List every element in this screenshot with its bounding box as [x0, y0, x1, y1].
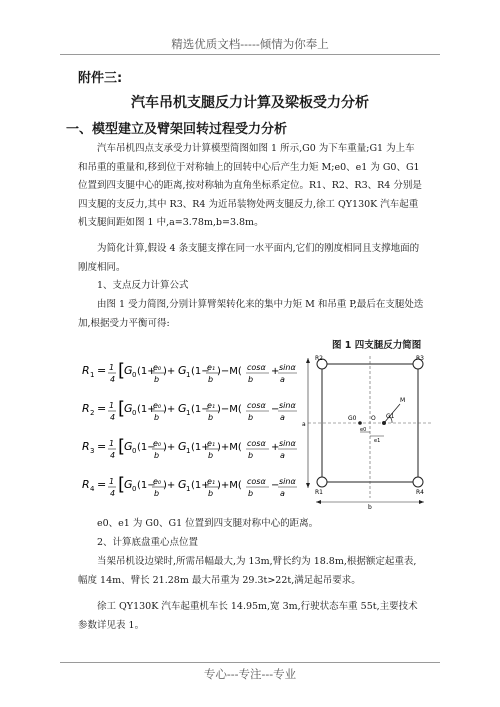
formula-cos-frac-den: b [248, 489, 254, 498]
formula-g0: G [124, 364, 133, 377]
paragraph-method: 由图 1 受力简图,分别计算臂架转化来的集中力矩 M 和吊重 P,最后在支腿处迭加,根据受力平衡可得: [78, 299, 424, 329]
formula-sin-frac-num: sinα [279, 401, 296, 410]
formula-g0-sub: 0 [132, 409, 137, 417]
formula-sin-frac-den: a [280, 489, 285, 498]
formula-e0-frac-den: b [154, 413, 160, 422]
formula-e1-frac-den: b [208, 413, 214, 422]
formula-e0-frac-num: e₀ [153, 363, 162, 372]
formula-bracket-open: [ [118, 360, 126, 381]
formula-lhs: R [82, 440, 90, 453]
formula-term2-open: (1− [191, 404, 210, 415]
formula-e0-frac-num: e₀ [153, 477, 162, 486]
paragraph-subheading-1: 1、支点反力计算公式 [97, 280, 189, 291]
formula-quarter-den: 4 [110, 451, 116, 460]
formula-g0: G [124, 478, 133, 491]
outrigger-r1 [317, 477, 327, 487]
formula-g1: G [178, 478, 187, 491]
formula-moment: )−M( [217, 366, 242, 377]
formula-sin-frac-num: sinα [279, 477, 296, 486]
formula-e1-frac-num: e₁ [207, 439, 216, 448]
label-e1: e1 [374, 438, 381, 444]
formula-e1-frac-den: b [208, 489, 214, 498]
formula-lhs-sub: 2 [90, 409, 95, 417]
formula-sin-frac-den: a [280, 451, 285, 460]
outrigger-r4 [413, 477, 423, 487]
formula-moment: )+M( [217, 480, 242, 491]
formula-sin-frac-num: sinα [279, 439, 296, 448]
paragraph-subheading-2: 2、计算底盘重心点位置 [97, 537, 199, 548]
paragraph-model: 汽车吊机四点支承受力计算模型简图如图 1 所示,G0 为下车重量;G1 为上车和吊重的重量和,移到位于对称轴上的回转中心后产生力矩 M;e0、e1 为 G0、G1 位置到四支腿中心的距离,按对称轴为直角坐标系定位。R1、R2、R3、R4 分别是四支腿的支反力,其中 R3、R4 为近吊装物处两支腿反力,徐工 QY130K 汽车起重机支腿间距如图 1 中,a=3.78m,b=3.8m。 [78, 143, 422, 229]
formula-term1-open: (1− [137, 442, 156, 453]
formula-sin-frac-den: a [280, 375, 285, 384]
formula-g1: G [178, 440, 187, 453]
formula-block [82, 352, 297, 512]
formula-e0-frac-den: b [154, 375, 160, 384]
formula-lhs: R [82, 364, 90, 377]
formula-lhs: R [82, 402, 90, 415]
formula-equals: = [97, 478, 107, 491]
paragraph-e-definition: e0、e1 为 G0、G1 位置到四支腿对称中心的距离。 [97, 518, 319, 529]
formula-equals: = [97, 402, 107, 415]
formula-e1-frac-num: e₁ [207, 401, 216, 410]
label-b: b [368, 504, 372, 510]
label-r4: R4 [416, 489, 424, 496]
formula-lhs: R [82, 478, 90, 491]
formula-quarter-num: 1 [109, 401, 115, 410]
formula-cos-frac-num: cosα [247, 439, 266, 448]
formula-g0-sub: 0 [132, 447, 137, 455]
label-g0: G0 [348, 415, 357, 422]
formula-g1-sub: 1 [186, 447, 191, 455]
formula-cos-frac-num: cosα [247, 477, 266, 486]
formula-sign: + [271, 442, 280, 453]
g0-point [358, 421, 362, 425]
footer-divider [60, 662, 440, 663]
label-moment: M [400, 397, 406, 404]
formula-e1-frac-num: e₁ [207, 477, 216, 486]
formula-term1-open: (1− [137, 480, 156, 491]
label-r1: R1 [315, 489, 323, 496]
formula-sin-frac-num: sinα [279, 363, 296, 372]
formula-e0-frac-den: b [154, 451, 160, 460]
document-title: 汽车吊机支腿反力计算及梁板受力分析 [131, 95, 369, 111]
attachment-label: 附件三: [78, 71, 123, 86]
formula-g1-sub: 1 [186, 409, 191, 417]
header-divider [60, 54, 440, 55]
formula-e0-frac-num: e₀ [153, 439, 162, 448]
formula-equals: = [97, 440, 107, 453]
formula-g0-sub: 0 [132, 485, 137, 493]
formula-term1-close: )+ [163, 480, 176, 491]
formula-quarter-den: 4 [110, 489, 116, 498]
formula-moment: )−M( [217, 404, 242, 415]
formula-term1-close: )+ [163, 366, 176, 377]
section-heading-1: 一、模型建立及臂架回转过程受力分析 [66, 122, 288, 137]
formula-term1-open: (1+ [137, 404, 156, 415]
paragraph-assumption: 为简化计算,假设 4 条支腿支撑在同一水平面内,它们的刚度相同且支撑地面的刚度相同。 [78, 243, 420, 273]
formula-cos-frac-den: b [248, 413, 254, 422]
figure-caption: 图 1 四支腿反力简图 [332, 340, 422, 351]
paragraph-crane-specs: 徐工 QY130K 汽车起重机车长 14.95m,宽 3m,行驶状态车重 55t,主要技术参数详见表 1。 [78, 601, 418, 631]
formula-quarter-num: 1 [109, 477, 115, 486]
formula-term1-close: )+ [163, 404, 176, 415]
formula-sign: + [271, 366, 280, 377]
formula-g1: G [178, 364, 187, 377]
formula-term2-open: (1+ [191, 480, 210, 491]
outrigger-diagram [300, 352, 440, 510]
formula-bracket-open: [ [118, 398, 126, 419]
formula-sign: − [271, 480, 280, 491]
formula-lhs-sub: 1 [90, 371, 95, 379]
formula-term1-close: )+ [163, 442, 176, 453]
page-footer: 专心---专注---专业 [203, 667, 297, 681]
formula-quarter-den: 4 [110, 413, 116, 422]
formula-cos-frac-den: b [248, 451, 254, 460]
formula-e1-frac-den: b [208, 451, 214, 460]
formula-sin-frac-den: a [280, 413, 285, 422]
formula-lhs-sub: 4 [90, 485, 95, 493]
formula-equals: = [97, 364, 107, 377]
formula-bracket-open: [ [118, 436, 126, 457]
label-r2: R2 [315, 355, 323, 362]
formula-g0: G [124, 402, 133, 415]
label-origin: O [371, 415, 376, 422]
label-g1: G1 [386, 413, 395, 420]
formula-bracket-open: [ [118, 474, 126, 495]
formula-quarter-num: 1 [109, 363, 115, 372]
label-e0: e0 [360, 427, 367, 433]
formula-term1-open: (1+ [137, 366, 156, 377]
formula-e0-frac-num: e₀ [153, 401, 162, 410]
formula-moment: )+M( [217, 442, 242, 453]
formula-g0: G [124, 440, 133, 453]
formula-g1-sub: 1 [186, 485, 191, 493]
formula-quarter-den: 4 [110, 375, 116, 384]
formula-lhs-sub: 3 [90, 447, 95, 455]
label-r3: R3 [416, 355, 424, 362]
formula-g1: G [178, 402, 187, 415]
formula-sign: − [271, 404, 280, 415]
formula-term2-open: (1− [191, 366, 210, 377]
formula-e1-frac-num: e₁ [207, 363, 216, 372]
paragraph-boom: 当架吊机设边梁时,所需吊幅最大,为 13m,臂长约为 18.8m,根据额定起重表,幅度 14m、臂长 21.28m 最大吊重为 29.3t>22t,满足起吊要求。 [78, 556, 417, 586]
formula-term2-open: (1+ [191, 442, 210, 453]
label-a: a [302, 421, 306, 428]
page-header: 精选优质文档-----倾情为你奉上 [171, 37, 329, 51]
formula-g1-sub: 1 [186, 371, 191, 379]
formula-quarter-num: 1 [109, 439, 115, 448]
formula-g0-sub: 0 [132, 371, 137, 379]
formula-e0-frac-den: b [154, 489, 160, 498]
formula-cos-frac-num: cosα [247, 363, 266, 372]
formula-cos-frac-num: cosα [247, 401, 266, 410]
formula-cos-frac-den: b [248, 375, 254, 384]
formula-e1-frac-den: b [208, 375, 214, 384]
